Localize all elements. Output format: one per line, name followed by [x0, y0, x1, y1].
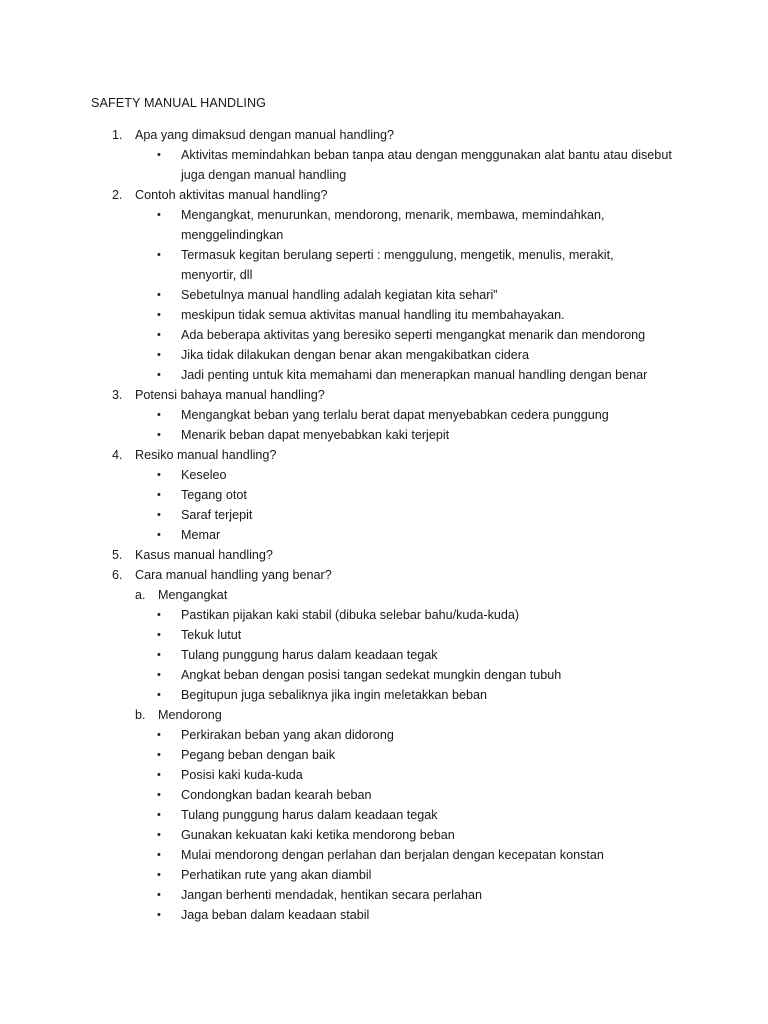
bullet-text: Perkirakan beban yang akan didorong: [181, 728, 394, 742]
bullet-item: [0, 785, 768, 805]
bullet-icon: •: [157, 489, 161, 501]
question-text: Resiko manual handling?: [135, 448, 277, 462]
bullet-item: [0, 665, 768, 685]
bullet-text: Saraf terjepit: [181, 508, 253, 522]
bullet-item: [0, 365, 768, 385]
numbered-list: [0, 125, 768, 925]
bullet-text: Aktivitas memindahkan beban tanpa atau dengan menggunakan alat bantu atau disebut: [181, 148, 672, 162]
bullet-text: Angkat beban dengan posisi tangan sedekat mungkin dengan tubuh: [181, 668, 562, 682]
bullet-icon: •: [157, 529, 161, 541]
bullet-icon: •: [157, 409, 161, 421]
bullet-item: [0, 865, 768, 885]
question-text: Apa yang dimaksud dengan manual handling?: [135, 128, 395, 142]
bullet-item: [0, 325, 768, 345]
bullet-item: [0, 425, 768, 445]
numbered-item: [0, 445, 768, 465]
bullet-icon: •: [157, 609, 161, 621]
numbered-item: [0, 545, 768, 565]
bullet-icon: •: [157, 769, 161, 781]
bullet-text: Jaga beban dalam keadaan stabil: [181, 908, 370, 922]
bullet-item: [0, 605, 768, 625]
bullet-item: [0, 405, 768, 425]
bullet-text: Pegang beban dengan baik: [181, 748, 336, 762]
bullet-item: [0, 845, 768, 865]
bullet-icon: •: [157, 669, 161, 681]
bullet-item: [0, 645, 768, 665]
bullet-icon: •: [157, 349, 161, 361]
bullet-text: Termasuk kegitan berulang seperti : menggulung, mengetik, menulis, merakit,: [181, 248, 614, 262]
bullet-text: Tekuk lutut: [181, 628, 242, 642]
bullet-text: Mulai mendorong dengan perlahan dan berjalan dengan kecepatan konstan: [181, 848, 604, 862]
bullet-item: [0, 885, 768, 905]
bullet-text: Perhatikan rute yang akan diambil: [181, 868, 372, 882]
bullet-text: Mengangkat, menurunkan, mendorong, menarik, membawa, memindahkan,: [181, 208, 605, 222]
bullet-item: [0, 525, 768, 545]
bullet-icon: •: [157, 289, 161, 301]
bullet-icon: •: [157, 829, 161, 841]
bullet-text: Keseleo: [181, 468, 227, 482]
bullet-continuation: [0, 165, 768, 185]
lettered-item: [0, 585, 768, 605]
bullet-text-continued: menyortir, dll: [181, 268, 253, 282]
list-number: 6.: [112, 568, 123, 582]
subheading-text: Mengangkat: [158, 588, 228, 602]
document-title: SAFETY MANUAL HANDLING: [91, 96, 267, 110]
bullet-icon: •: [157, 889, 161, 901]
bullet-text: Mengangkat beban yang terlalu berat dapat menyebabkan cedera punggung: [181, 408, 609, 422]
subheading-text: Mendorong: [158, 708, 222, 722]
bullet-text: Jangan berhenti mendadak, hentikan secara perlahan: [181, 888, 483, 902]
bullet-icon: •: [157, 249, 161, 261]
bullet-text: Tulang punggung harus dalam keadaan tegak: [181, 808, 438, 822]
bullet-text: Begitupun juga sebaliknya jika ingin meletakkan beban: [181, 688, 487, 702]
bullet-text: Tegang otot: [181, 488, 247, 502]
bullet-icon: •: [157, 789, 161, 801]
bullet-icon: •: [157, 869, 161, 881]
bullet-icon: •: [157, 329, 161, 341]
bullet-item: [0, 285, 768, 305]
bullet-text: meskipun tidak semua aktivitas manual handling itu membahayakan.: [181, 308, 565, 322]
question-text: Kasus manual handling?: [135, 548, 273, 562]
bullet-icon: •: [157, 629, 161, 641]
bullet-icon: •: [157, 729, 161, 741]
bullet-text: Gunakan kekuatan kaki ketika mendorong beban: [181, 828, 455, 842]
bullet-icon: •: [157, 309, 161, 321]
bullet-item: [0, 305, 768, 325]
bullet-icon: •: [157, 809, 161, 821]
bullet-text: Jika tidak dilakukan dengan benar akan mengakibatkan cidera: [181, 348, 529, 362]
list-number: 4.: [112, 448, 123, 462]
bullet-text: Menarik beban dapat menyebabkan kaki terjepit: [181, 428, 450, 442]
bullet-icon: •: [157, 689, 161, 701]
bullet-icon: •: [157, 369, 161, 381]
bullet-text: Tulang punggung harus dalam keadaan tegak: [181, 648, 438, 662]
bullet-text: Pastikan pijakan kaki stabil (dibuka selebar bahu/kuda-kuda): [181, 608, 520, 622]
bullet-continuation: [0, 225, 768, 245]
bullet-item: [0, 625, 768, 645]
bullet-icon: •: [157, 429, 161, 441]
bullet-item: [0, 765, 768, 785]
bullet-text: Memar: [181, 528, 221, 542]
bullet-text: Ada beberapa aktivitas yang beresiko seperti mengangkat menarik dan mendorong: [181, 328, 646, 342]
bullet-item: [0, 485, 768, 505]
list-number: 2.: [112, 188, 123, 202]
bullet-text-continued: menggelindingkan: [181, 228, 284, 242]
list-number: 5.: [112, 548, 123, 562]
bullet-item: [0, 505, 768, 525]
bullet-continuation: [0, 265, 768, 285]
list-number: 3.: [112, 388, 123, 402]
bullet-item: [0, 205, 768, 225]
bullet-text: Posisi kaki kuda-kuda: [181, 768, 303, 782]
question-text: Cara manual handling yang benar?: [135, 568, 332, 582]
bullet-item: [0, 825, 768, 845]
question-text: Potensi bahaya manual handling?: [135, 388, 325, 402]
bullet-item: [0, 245, 768, 265]
bullet-icon: •: [157, 509, 161, 521]
list-letter: a.: [135, 588, 146, 602]
question-text: Contoh aktivitas manual handling?: [135, 188, 328, 202]
list-letter: b.: [135, 708, 146, 722]
numbered-item: [0, 385, 768, 405]
bullet-item: [0, 905, 768, 925]
bullet-icon: •: [157, 149, 161, 161]
bullet-text: Jadi penting untuk kita memahami dan menerapkan manual handling dengan benar: [181, 368, 648, 382]
bullet-item: [0, 465, 768, 485]
bullet-item: [0, 725, 768, 745]
bullet-icon: •: [157, 649, 161, 661]
bullet-text: Sebetulnya manual handling adalah kegiatan kita sehari”: [181, 288, 498, 302]
bullet-text: Condongkan badan kearah beban: [181, 788, 372, 802]
bullet-item: [0, 345, 768, 365]
bullet-icon: •: [157, 849, 161, 861]
list-number: 1.: [112, 128, 123, 142]
numbered-item: [0, 185, 768, 205]
bullet-icon: •: [157, 469, 161, 481]
bullet-icon: •: [157, 749, 161, 761]
bullet-item: [0, 145, 768, 165]
numbered-item: [0, 125, 768, 145]
bullet-item: [0, 745, 768, 765]
numbered-item: [0, 565, 768, 585]
bullet-icon: •: [157, 209, 161, 221]
bullet-icon: •: [157, 909, 161, 921]
bullet-item: [0, 685, 768, 705]
bullet-text-continued: juga dengan manual handling: [181, 168, 347, 182]
lettered-item: [0, 705, 768, 725]
bullet-item: [0, 805, 768, 825]
